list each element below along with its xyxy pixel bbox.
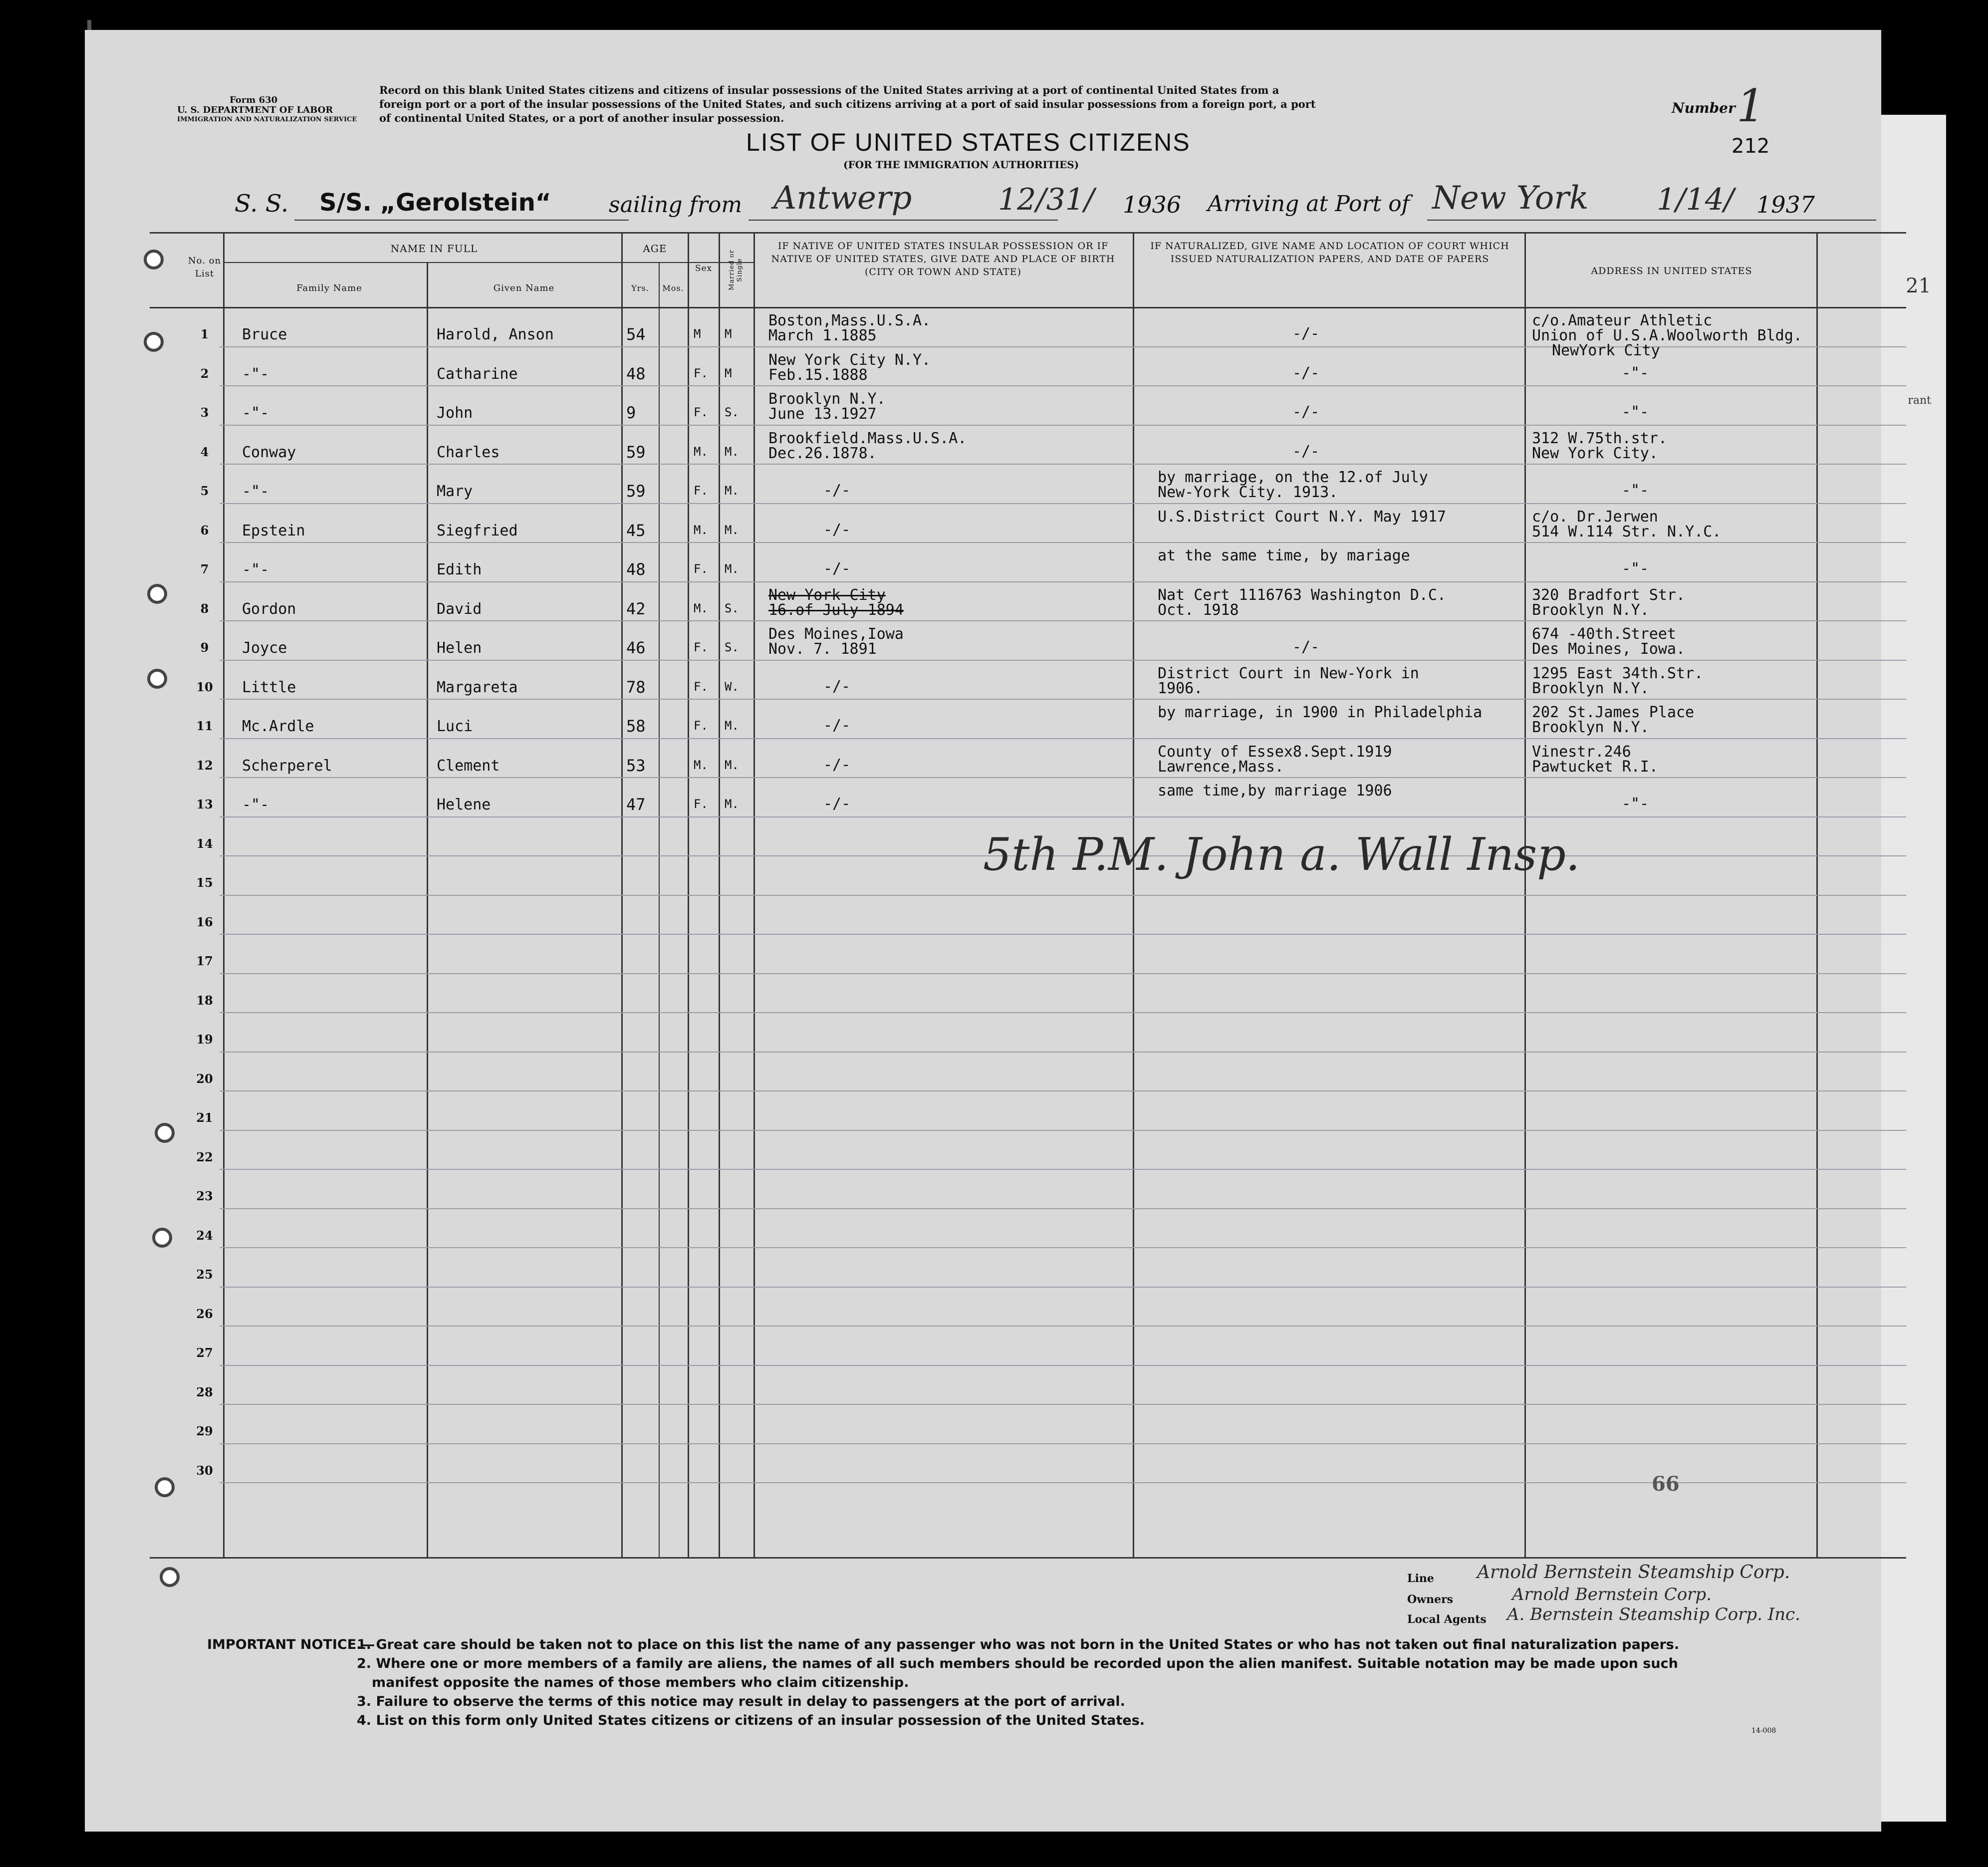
birth-line-1: Des Moines,Iowa [768, 625, 904, 643]
row-divider [220, 620, 1906, 621]
row-number: 4 [200, 445, 209, 459]
punch-hole [30, 1607, 55, 1632]
birth-line-1: Brookfield.Mass.U.S.A. [768, 430, 967, 447]
underline [294, 220, 629, 221]
birth-line-2: Feb.15.1888 [768, 366, 868, 384]
birth-line-1: Boston,Mass.U.S.A. [768, 312, 931, 329]
given-name: Margareta [437, 679, 518, 696]
ship-name: S/S. „Gerolstein“ [319, 189, 551, 217]
birth-line-1: Brooklyn N.Y. [768, 390, 886, 408]
address-line-1: c/o.Amateur Athletic [1532, 312, 1713, 329]
naturalization-line-1: U.S.District Court N.Y. May 1917 [1158, 508, 1446, 526]
instructions-line-2: foreign port or a port of the insular possessions of the United States, and such citizens arriving at a port of said insular possessions from a foreign port, a port [379, 98, 1316, 110]
naturalization-line-1: at the same time, by mariage [1158, 547, 1410, 564]
row-number: 20 [196, 1071, 213, 1086]
row-number: 15 [196, 875, 213, 890]
row-number: 13 [196, 797, 213, 811]
address-line-1: 1295 East 34th.Str. [1532, 665, 1704, 682]
row-number: 24 [196, 1228, 213, 1243]
row-number: 1 [200, 327, 209, 341]
page-stamp: 212 [1732, 135, 1770, 158]
sex: F. [694, 680, 708, 694]
row-number: 10 [196, 680, 213, 694]
naturalization-line-1: -/- [1292, 325, 1320, 342]
row-number: 27 [196, 1345, 213, 1360]
sex: M. [694, 523, 708, 537]
sex: F. [694, 366, 708, 380]
notice-item-2-cont: manifest opposite the names of those members who claim citizenship. [372, 1675, 909, 1690]
row-number: 11 [196, 719, 213, 733]
col-header-mos: Mos. [662, 283, 684, 293]
address-line-1: -"- [1622, 795, 1649, 812]
notice-item-4: 4. List on this form only United States citizens or citizens of an insular possession of the United States. [357, 1713, 1145, 1728]
row-divider [220, 385, 1906, 386]
given-name: Harold, Anson [437, 326, 554, 343]
age-years: 78 [626, 678, 646, 697]
family-name: -"- [242, 483, 269, 500]
row-number: 14 [196, 836, 213, 851]
header-bottom-border [150, 307, 1906, 308]
printer-note: 14-008 [1751, 1727, 1776, 1735]
header-divider [225, 262, 753, 263]
given-name: Charles [437, 444, 500, 461]
row-divider [220, 1287, 1906, 1288]
punch-hole [160, 1567, 180, 1587]
row-number: 5 [200, 484, 209, 498]
naturalization-line-2: 1906. [1158, 680, 1203, 697]
row-divider [220, 581, 1906, 582]
sex: F. [694, 562, 708, 576]
family-name: Gordon [242, 600, 296, 618]
row-divider [220, 1208, 1906, 1209]
birth-line-1: -/- [823, 482, 851, 499]
arrival-year: 1937 [1756, 191, 1815, 218]
row-divider [220, 464, 1906, 465]
age-years: 47 [626, 795, 646, 814]
row-divider [220, 699, 1906, 700]
address-line-1: c/o. Dr.Jerwen [1532, 508, 1658, 526]
line-label: Line [1407, 1572, 1434, 1585]
age-years: 48 [626, 560, 646, 579]
given-name: Clement [437, 757, 500, 775]
age-years: 42 [626, 599, 646, 618]
row-number: 7 [200, 562, 209, 576]
sheet-stamp-number: 66 [1652, 1472, 1680, 1496]
owners-value: Arnold Bernstein Corp. [1512, 1585, 1712, 1604]
punch-hole [144, 250, 164, 269]
page-subtitle: (FOR THE IMMIGRATION AUTHORITIES) [843, 159, 1079, 171]
sex: F. [694, 405, 708, 419]
instructions-line-1: Record on this blank United States citizens and citizens of insular possessions of the United States arriving at a port of continental United States from a [379, 84, 1279, 96]
sex: F. [694, 484, 708, 498]
marital-status: S. [725, 405, 739, 419]
naturalization-line-1: -/- [1292, 403, 1320, 421]
punch-hole [30, 1178, 55, 1203]
sex: F. [694, 640, 708, 654]
address-line-1: 674 -40th.Street [1532, 625, 1676, 643]
row-number: 21 [196, 1110, 213, 1125]
family-name: -"- [242, 796, 269, 813]
naturalization-line-1: -/- [1292, 443, 1320, 460]
age-years: 59 [626, 482, 646, 501]
row-number: 30 [196, 1463, 213, 1478]
row-divider [220, 934, 1906, 935]
arrival-port: New York [1432, 180, 1589, 217]
row-number: 16 [196, 915, 213, 929]
departure-year: 1936 [1123, 191, 1182, 218]
given-name: Helen [437, 639, 482, 657]
family-name: Little [242, 679, 296, 696]
row-number: 22 [196, 1150, 213, 1164]
number-value: 1 [1737, 80, 1765, 132]
row-divider [220, 738, 1906, 739]
sex: M. [694, 445, 708, 459]
marital-status: M. [725, 445, 739, 459]
sex: M [694, 327, 701, 341]
row-divider [220, 1169, 1906, 1170]
row-number: 8 [200, 601, 209, 616]
family-name: -"- [242, 404, 269, 422]
row-number: 23 [196, 1189, 213, 1203]
marital-status: M. [725, 562, 739, 576]
row-number: 3 [200, 405, 209, 420]
col-header-address: ADDRESS IN UNITED STATES [1591, 266, 1752, 276]
naturalization-line-1: -/- [1292, 638, 1320, 656]
row-number: 6 [200, 523, 209, 537]
naturalization-line-1: County of Essex8.Sept.1919 [1158, 743, 1392, 761]
ss-label: S. S. [235, 190, 289, 218]
address-line-2: Des Moines, Iowa. [1532, 640, 1686, 658]
given-name: Edith [437, 561, 482, 578]
departure-date: 12/31/ [998, 182, 1095, 217]
birth-line-1: -/- [823, 521, 851, 538]
given-name: David [437, 600, 482, 618]
given-name: Helene [437, 796, 491, 813]
address-line-2: Brooklyn N.Y. [1532, 601, 1649, 619]
family-name: Joyce [242, 639, 287, 657]
marital-status: S. [725, 640, 739, 654]
birth-line-1: -/- [823, 560, 851, 577]
col-header-sex: Sex [695, 264, 713, 273]
birth-line-1: -/- [823, 756, 851, 774]
back-sheet-number: 21 [1906, 274, 1931, 297]
birth-line-1: -/- [823, 717, 851, 734]
naturalization-line-1: same time,by marriage 1906 [1158, 782, 1392, 800]
address-line-1: Vinestr.246 [1532, 743, 1631, 761]
row-divider [220, 1404, 1906, 1405]
notice-item-1: 1. Great care should be taken not to place on this list the name of any passenger who was not born in the United States or who has not taken out final naturalization papers. [357, 1637, 1680, 1652]
notice-title: IMPORTANT NOTICE.— [207, 1637, 375, 1652]
birth-line-1: -/- [823, 795, 851, 812]
col-header-birth: IF NATIVE OF UNITED STATES INSULAR POSSESSION OR IF NATIVE OF UNITED STATES, GIVE DATE AND PLACE OF BIRTH (CITY OR TOWN AND STATE) [771, 241, 1115, 277]
age-years: 48 [626, 364, 646, 383]
punch-hole [152, 1228, 172, 1248]
punch-hole [144, 332, 164, 352]
family-name: Scherperel [242, 757, 332, 775]
row-divider [220, 1052, 1906, 1053]
arriving-label: Arriving at Port of [1208, 191, 1410, 217]
family-name: -"- [242, 365, 269, 383]
age-years: 9 [626, 403, 636, 422]
row-divider [220, 1443, 1906, 1444]
notice-item-2: 2. Where one or more members of a family are aliens, the names of all such members should be recorded upon the alien manifest. Suitable notation may be made upon such [357, 1656, 1678, 1671]
row-divider [220, 777, 1906, 778]
departure-port: Antwerp [773, 180, 912, 217]
col-header-married: Married or Single [728, 250, 744, 290]
address-line-1: 312 W.75th.str. [1532, 430, 1667, 447]
naturalization-line-2: New-York City. 1913. [1158, 484, 1338, 501]
address-line-2: Brooklyn N.Y. [1532, 680, 1649, 697]
table-top-border [150, 232, 1906, 234]
row-divider [220, 816, 1906, 817]
punch-hole [155, 1477, 175, 1497]
sex: F. [694, 719, 708, 733]
punch-hole [30, 1532, 55, 1557]
page-title: LIST OF UNITED STATES CITIZENS [746, 128, 1191, 156]
birth-line-2: Nov. 7. 1891 [768, 640, 877, 658]
marital-status: M. [725, 758, 739, 772]
birth-line-2: June 13.1927 [768, 405, 877, 423]
row-divider [220, 542, 1906, 543]
form-number: Form 630 [230, 95, 278, 105]
row-number: 12 [196, 758, 213, 773]
number-label: Number [1672, 100, 1736, 116]
row-divider [220, 1012, 1906, 1013]
family-name: Epstein [242, 522, 305, 539]
marital-status: M [725, 327, 732, 341]
address-line-1: -"- [1622, 482, 1649, 499]
marital-status: M. [725, 523, 739, 537]
birth-line-1: New York City N.Y. [768, 351, 931, 369]
row-divider [220, 1247, 1906, 1248]
marital-status: M [725, 366, 732, 380]
row-divider [220, 1326, 1906, 1327]
punch-hole [30, 1457, 55, 1482]
marital-status: W. [725, 680, 739, 694]
birth-line-1: -/- [823, 678, 851, 695]
given-name: John [437, 404, 473, 422]
age-years: 54 [626, 325, 646, 344]
table-bottom-border [150, 1557, 1906, 1559]
marital-status: M. [725, 719, 739, 733]
arrival-date: 1/14/ [1657, 182, 1734, 217]
col-header-given: Given Name [493, 283, 555, 293]
marital-status: M. [725, 797, 739, 811]
naturalization-line-2: Lawrence,Mass. [1158, 758, 1284, 776]
family-name: Bruce [242, 326, 287, 343]
owners-label: Owners [1407, 1593, 1454, 1606]
row-divider [220, 973, 1906, 974]
address-line-2: Union of U.S.A.Woolworth Bldg. [1532, 327, 1802, 344]
row-divider [220, 425, 1906, 426]
column-line [427, 262, 428, 1557]
form-service: IMMIGRATION AND NATURALIZATION SERVICE [177, 116, 357, 123]
instructions-line-3: of continental United States, or a port of another insular possession. [379, 112, 784, 124]
punch-hole [30, 1258, 55, 1283]
row-number: 17 [196, 954, 213, 968]
col-header-family: Family Name [296, 283, 362, 293]
naturalization-line-1: Nat Cert 1116763 Washington D.C. [1158, 586, 1446, 604]
row-number: 29 [196, 1424, 213, 1438]
marital-status: M. [725, 484, 739, 498]
row-divider [220, 503, 1906, 504]
address-line-1: -"- [1622, 403, 1649, 421]
sex: M. [694, 758, 708, 772]
address-line-1: -"- [1622, 364, 1649, 382]
back-sheet-text: rant [1908, 394, 1931, 407]
col-header-no: No. on List [188, 256, 222, 279]
birth-line-2: March 1.1885 [768, 327, 877, 344]
birth-line-2: 16.of July 1894 [768, 601, 904, 619]
row-divider [220, 1365, 1906, 1366]
marital-status: S. [725, 601, 739, 615]
naturalization-line-2: Oct. 1918 [1158, 601, 1239, 619]
birth-line-2: Dec.26.1878. [768, 445, 877, 462]
punch-hole [147, 669, 167, 689]
row-divider [220, 895, 1906, 896]
row-divider [220, 1090, 1906, 1091]
given-name: Luci [437, 718, 473, 735]
naturalization-line-1: -/- [1292, 364, 1320, 382]
form-dept: U. S. DEPARTMENT OF LABOR [177, 105, 333, 115]
sex: M. [694, 601, 708, 615]
punch-hole [147, 584, 167, 604]
sex: F. [694, 797, 708, 811]
address-line-2: Brooklyn N.Y. [1532, 719, 1649, 736]
family-name: -"- [242, 561, 269, 578]
age-years: 59 [626, 443, 646, 462]
row-number: 26 [196, 1307, 213, 1321]
age-years: 58 [626, 717, 646, 736]
address-line-3: NewYork City [1552, 342, 1660, 359]
col-header-age: AGE [643, 243, 667, 255]
inspector-annotation: 5th P.M. John a. Wall Insp. [983, 828, 1580, 881]
address-line-2: New York City. [1532, 445, 1658, 462]
family-name: Conway [242, 444, 296, 461]
row-number: 25 [196, 1267, 213, 1282]
address-line-1: -"- [1622, 560, 1649, 577]
row-number: 18 [196, 993, 213, 1008]
age-years: 53 [626, 756, 646, 775]
underline [1427, 220, 1876, 221]
naturalization-line-1: District Court in New-York in [1158, 665, 1419, 682]
manifest-sheet [85, 30, 1881, 1832]
row-number: 19 [196, 1032, 213, 1047]
column-line [659, 262, 660, 1557]
punch-hole [155, 1123, 175, 1143]
agents-label: Local Agents [1407, 1613, 1487, 1626]
line-value: Arnold Bernstein Steamship Corp. [1477, 1562, 1790, 1583]
given-name: Siegfried [437, 522, 518, 539]
row-number: 28 [196, 1385, 213, 1399]
row-number: 2 [200, 366, 209, 381]
age-years: 46 [626, 638, 646, 657]
naturalization-line-1: by marriage, in 1900 in Philadelphia [1158, 704, 1483, 721]
birth-line-1: New York City [768, 586, 886, 604]
age-years: 45 [626, 521, 646, 540]
notice-item-3: 3. Failure to observe the terms of this notice may result in delay to passengers at the port of arrival. [357, 1694, 1125, 1709]
agents-value: A. Bernstein Steamship Corp. Inc. [1507, 1604, 1800, 1624]
naturalization-line-1: by marriage, on the 12.of July [1158, 469, 1428, 486]
sailing-label: sailing from [609, 192, 743, 218]
address-line-1: 202 St.James Place [1532, 704, 1695, 721]
col-header-naturalized: IF NATURALIZED, GIVE NAME AND LOCATION OF COURT WHICH ISSUED NATURALIZATION PAPERS, AND DATE OF PAPERS [1150, 241, 1509, 265]
address-line-2: Pawtucket R.I. [1532, 758, 1658, 776]
row-divider [220, 660, 1906, 661]
address-line-2: 514 W.114 Str. N.Y.C. [1532, 523, 1722, 540]
given-name: Catharine [437, 365, 518, 383]
underline [748, 220, 1058, 221]
address-line-1: 320 Bradfort Str. [1532, 586, 1686, 604]
col-header-name: NAME IN FULL [390, 243, 478, 255]
family-name: Mc.Ardle [242, 718, 314, 735]
row-number: 9 [200, 640, 209, 655]
col-header-yrs: Yrs. [631, 283, 649, 293]
given-name: Mary [437, 483, 473, 500]
row-divider [220, 1130, 1906, 1131]
